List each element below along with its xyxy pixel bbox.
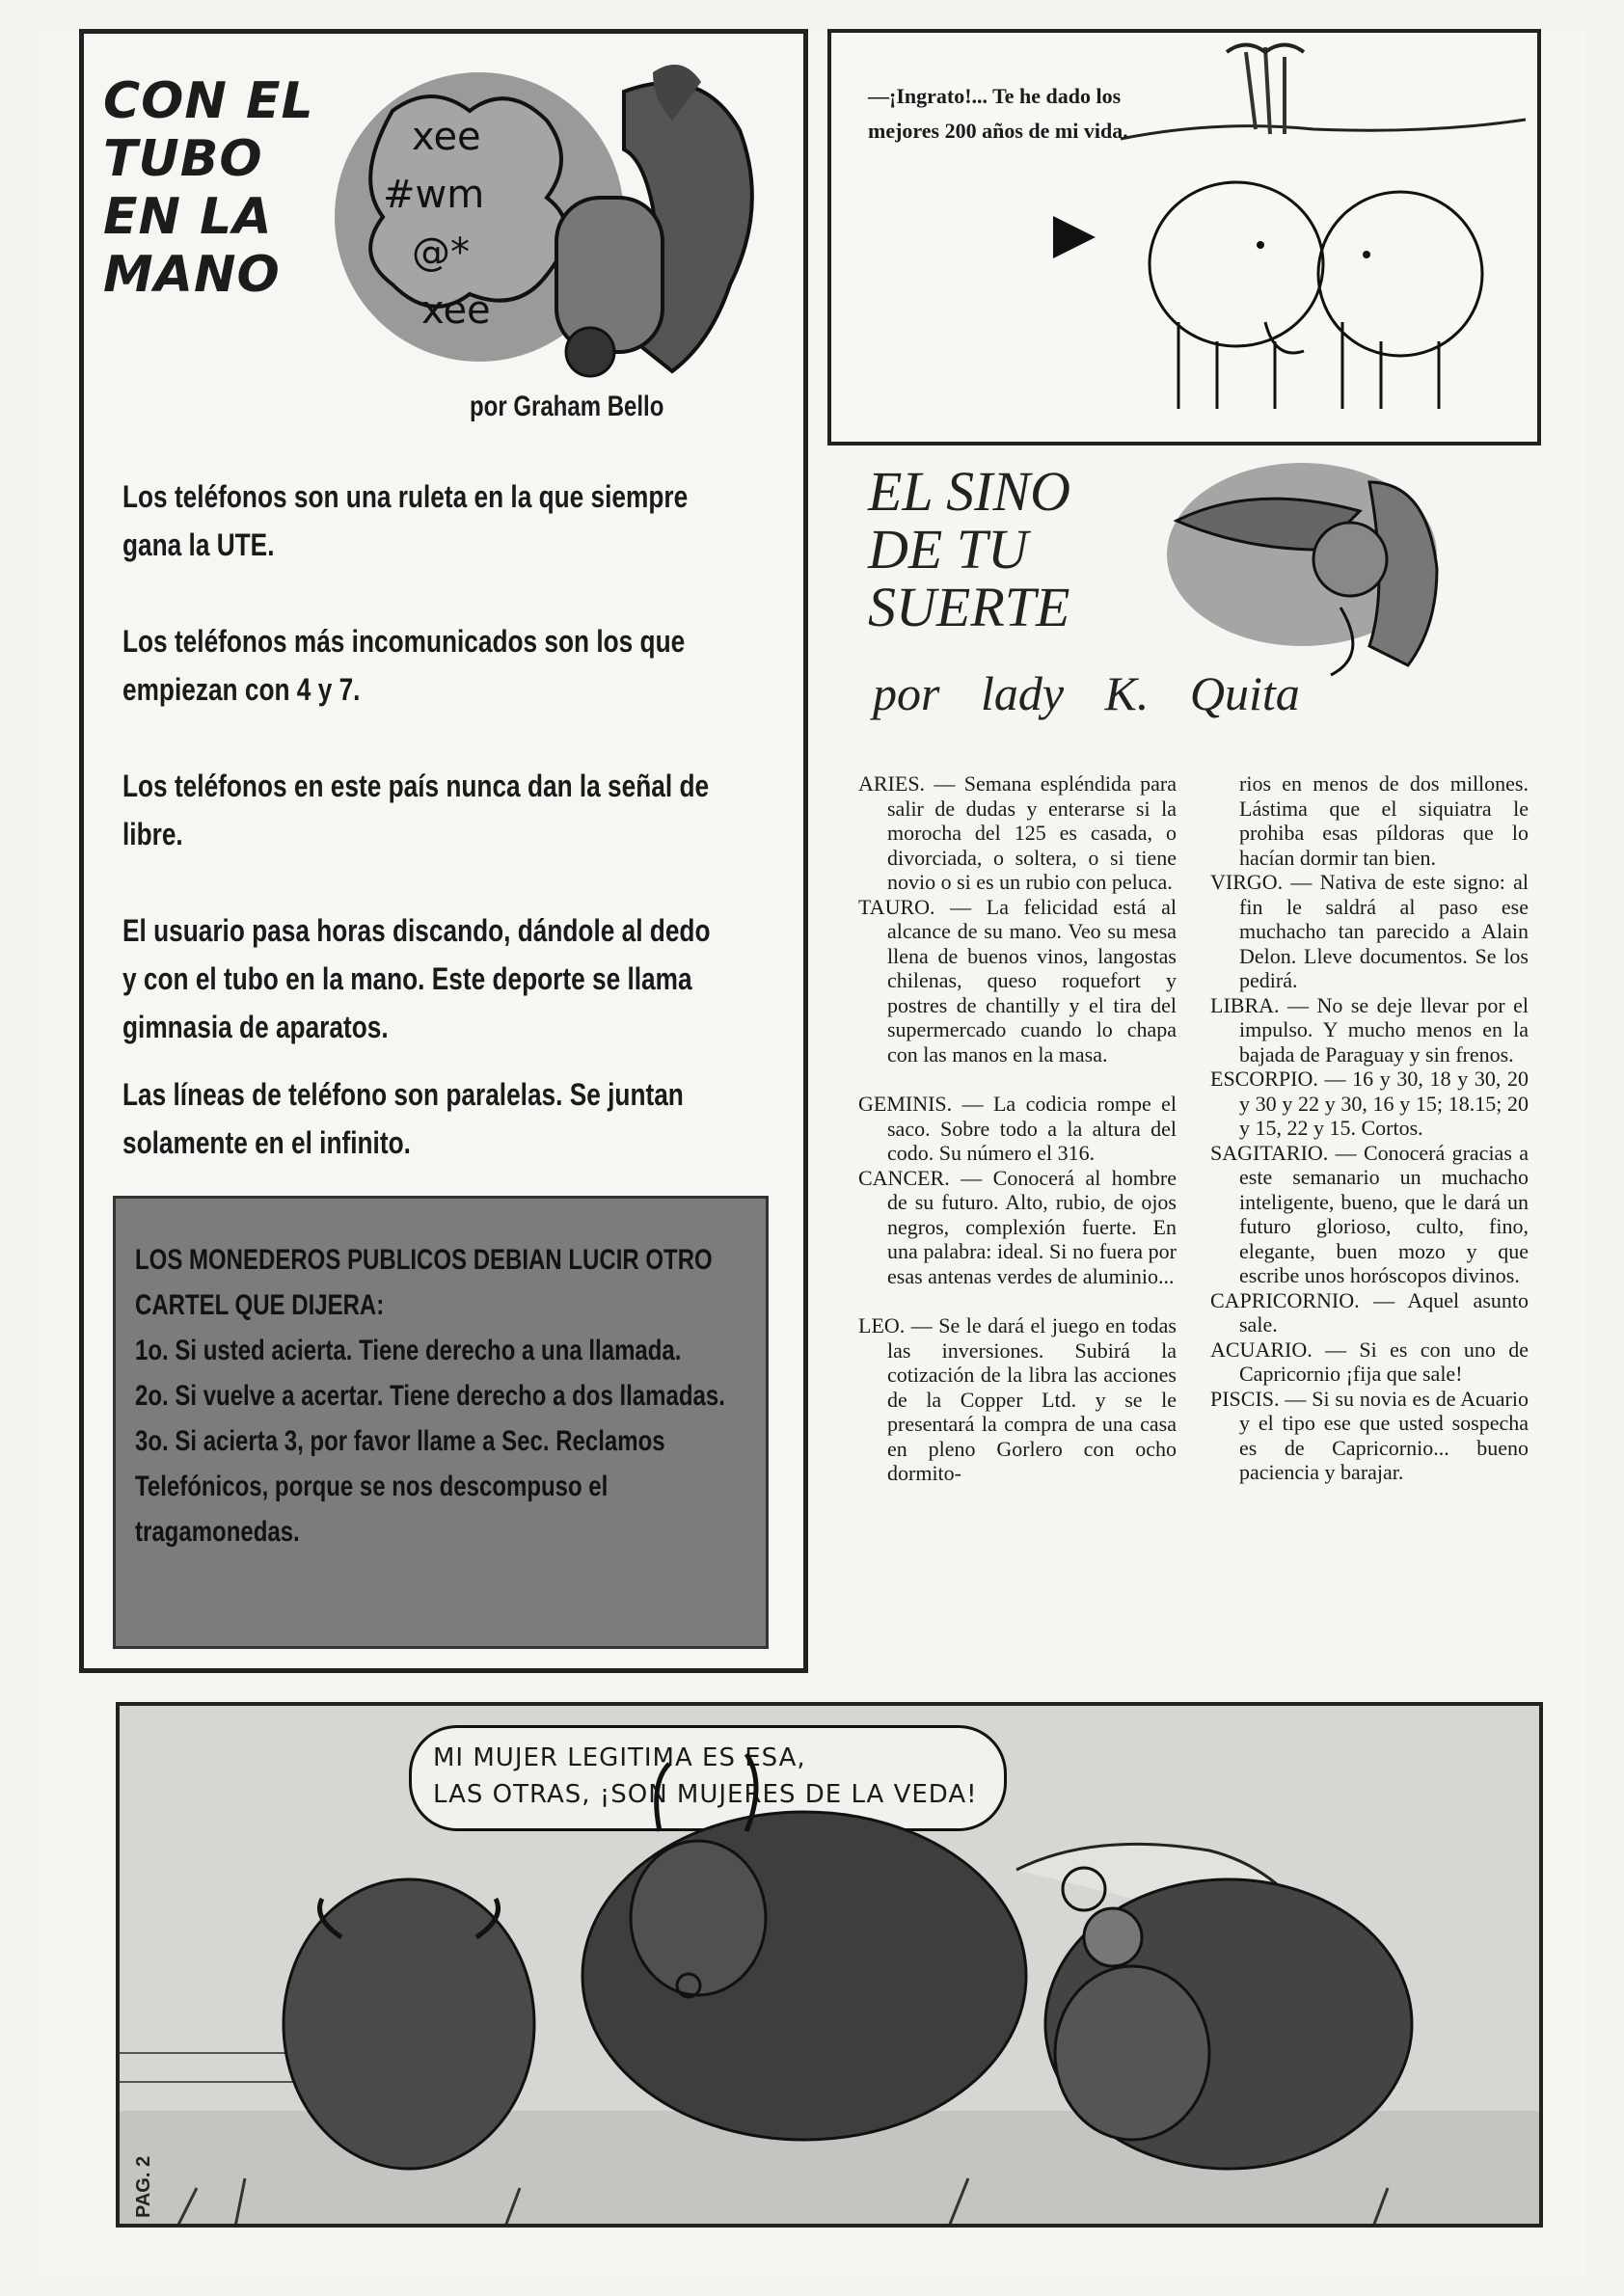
horoscope-entry: CANCER. — Conocerá al hombre de su futuro. Alto, rubio, de ojos negros, complexión fuerte. En una palabra: ideal. Si no fuera por esas antenas verdes de aluminio... [858,1165,1177,1288]
title-line: MANO [103,246,281,304]
title-line: SUERTE [868,576,1070,638]
horoscope-entry: CAPRICORNIO. — Aquel asunto sale. [1210,1287,1529,1337]
title-line: CON EL [103,72,314,130]
paragraph: El usuario pasa horas discando, dándole al dedo y con el tubo en la mano. Este deporte se llama gimnasia de aparatos. [122,913,711,1044]
paragraph: Las líneas de teléfono son paralelas. Se juntan solamente en el infinito. [122,1077,684,1160]
box-line: 2o. Si vuelve a acertar. Tiene derecho a dos llamadas. [135,1380,725,1412]
column-title [103,72,314,304]
box-line: 3o. Si acierta 3, por favor llame a Sec. Reclamos Telefónicos, porque se nos descompuso el tragamonedas. [135,1425,665,1548]
horoscope-entry: ACUARIO. — Si es con uno de Capricornio ¡fija que sale! [1210,1337,1529,1386]
speech-line: LAS OTRAS, ¡SON MUJERES DE LA VEDA! [433,1780,978,1809]
paragraph: Los teléfonos más incomunicados son los que empiezan con 4 y 7. [122,624,686,707]
horoscope-column-2 [1210,771,1529,1485]
telephone-column [79,29,808,1673]
elephant-cartoon [827,29,1541,446]
telephone-illustration [335,53,798,400]
horoscope-entry: PISCIS. — Si su novia es de Acuario y el tipo ese que usted sospecha es de Capricornio... bueno paciencia y barajar. [1210,1386,1529,1484]
horoscope-column-1 [858,771,1177,1486]
horoscope-entry: SAGITARIO. — Conocerá gracias a este semanario un muchacho inteligente, bueno, que le dará un futuro glorioso, culto, fino, elegante, buen mozo y que escribe unos horóscopos divinos. [1210,1140,1529,1287]
horoscope-entry: ESCORPIO. — 16 y 30, 18 y 30, 20 y 30 y 22 y 30, 16 y 15; 18.15; 20 y 15, 22 y 15. Cortos. [1210,1067,1529,1140]
box-line: LOS MONEDEROS PUBLICOS DEBIAN LUCIR OTRO CARTEL QUE DIJERA: [135,1244,713,1321]
title-line: TUBO [103,130,263,188]
speech-line: MI MUJER LEGITIMA ES ESA, [433,1743,806,1772]
page-number: PAG. 2 [133,2155,154,2218]
bulls-cartoon [116,1702,1543,2228]
paragraph: Los teléfonos en este país nunca dan la señal de libre. [122,769,710,851]
bulls-illustration [120,1706,1543,2228]
paragraph: Los teléfonos son una ruleta en la que siempre gana la UTE. [122,479,689,562]
svg-text:#wm: #wm [383,173,485,217]
horoscope-entry: VIRGO. — Nativa de este signo: al fin le saldrá al paso ese muchacho tan parecido a Alain Delon. Lleve documentos. Se los pedirá. [1210,870,1529,992]
title-line: EN LA [103,188,273,246]
title-line: EL SINO [868,460,1071,523]
witch-illustration [1157,453,1475,685]
horoscope-entry: TAURO. — La felicidad está al alcance de su mano. Veo su mesa llena de buenos vinos, langostas chilenas, queso roquefort y postres de chantilly y el tira del supermercado cuando lo chapa con las manos en la masa. [858,894,1177,1067]
svg-text:xee: xee [412,115,481,159]
byline: por Graham Bello [470,391,664,422]
horoscope-entry: ARIES. — Semana espléndida para salir de dudas y enterarse si la morocha del 125 es casada, o divorciada, o soltera, o si tiene novio o si es un rubio con peluca. [858,771,1177,894]
title-line: DE TU [868,518,1028,581]
horoscope-entry: LEO. — Se le dará el juego en todas las inversiones. Subirá la cotización de la libra las acciones de la Copper Ltd. y se le presentará la compra de una casa en pleno Gorlero con ocho dormito- [858,1313,1177,1485]
elephants-illustration [1121,33,1535,438]
horoscope-title [868,460,1071,638]
payphone-box [113,1196,769,1649]
play-icon [1053,216,1096,258]
box-line: 1o. Si usted acierta. Tiene derecho a una llamada. [135,1335,682,1366]
horoscope-entry: rios en menos de dos millones. Lástima que el siquiatra le prohiba esas píldoras que lo hacían dormir tan bien. [1239,771,1529,870]
cartoon-caption: —¡Ingrato!... Te he dado los mejores 200 años de mi vida. [868,84,1128,143]
svg-text:xee: xee [421,288,491,333]
svg-text:@*: @* [412,230,470,275]
horoscope-byline: por lady K. Quita [873,666,1300,720]
horoscope-entry: LIBRA. — No se deje llevar por el impulso. Y mucho menos en la bajada de Paraguay y sin frenos. [1210,992,1529,1067]
horoscope-entry: GEMINIS. — La codicia rompe el saco. Sobre todo a la altura del codo. Su número el 316. [858,1092,1177,1165]
